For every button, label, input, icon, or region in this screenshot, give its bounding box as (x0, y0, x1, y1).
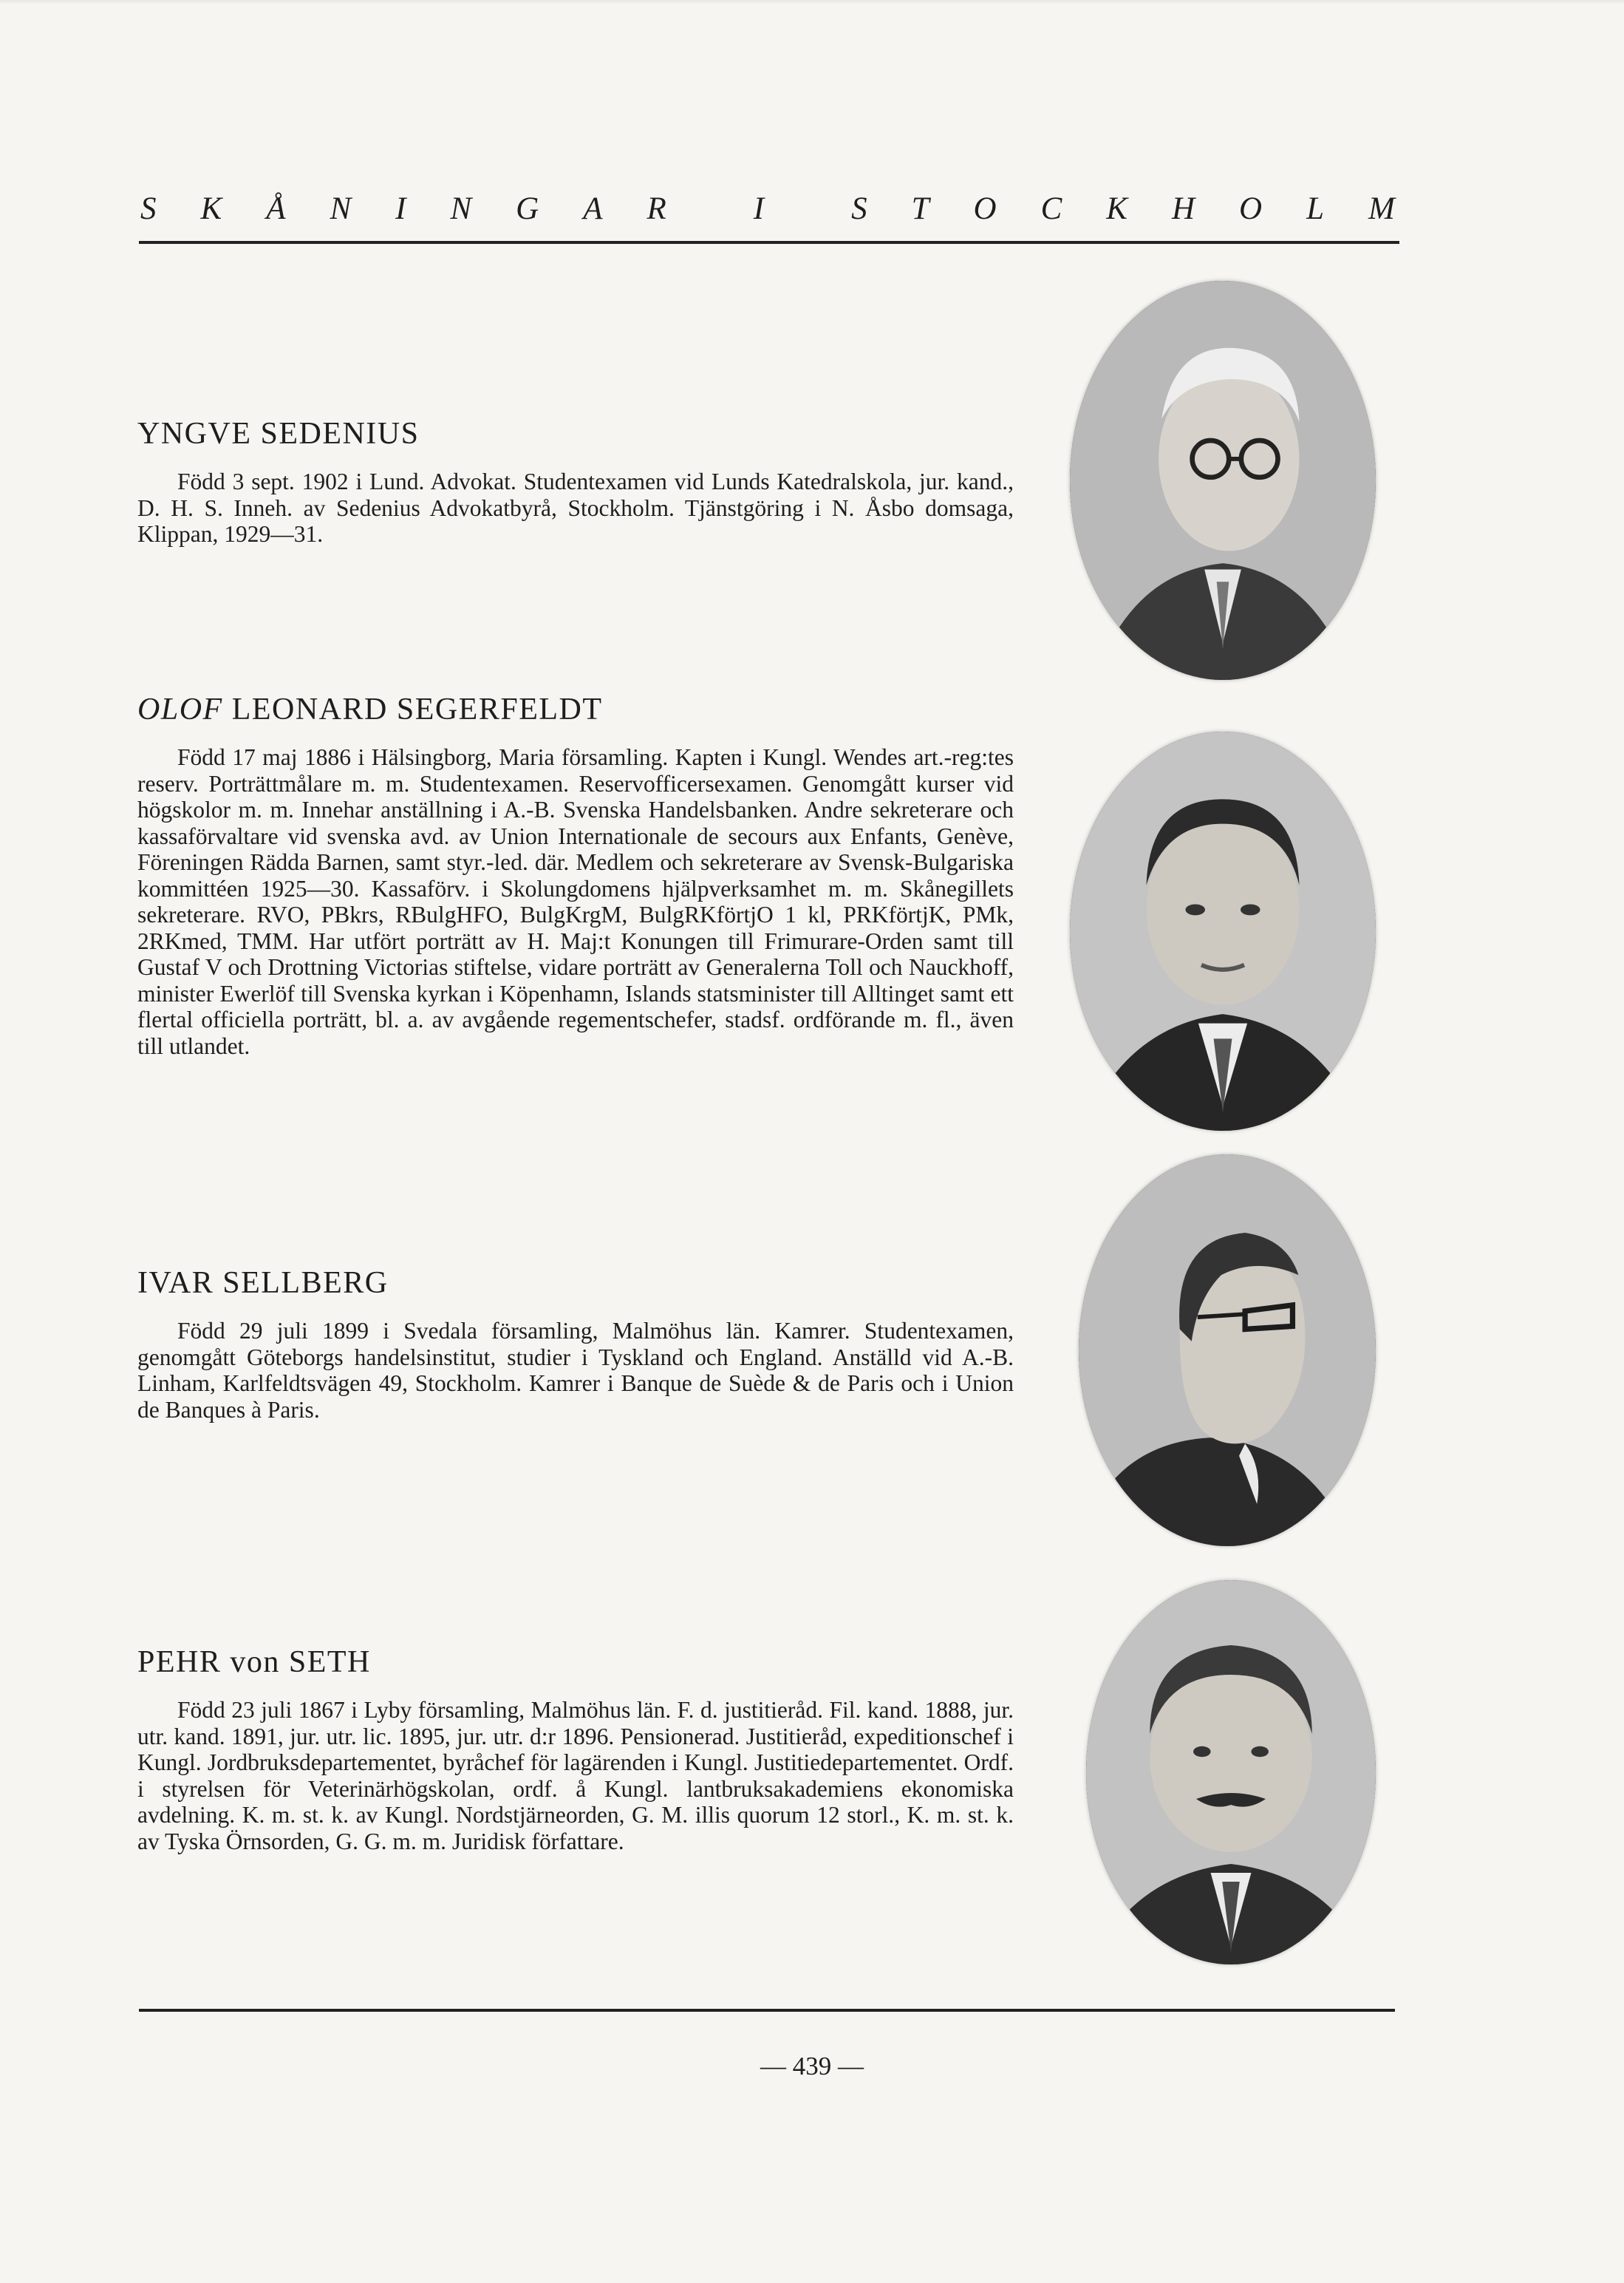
scan-edge (0, 0, 1624, 4)
entry-biography: Född 23 juli 1867 i Lyby församling, Malmöhus län. F. d. justitieråd. Fil. kand. 1888, jur. utr. kand. 1891, jur. utr. lic. 1895, jur. utr. d:r 1896. Pensionerad. Justitieråd, expeditionschef i Kungl. Jordbruksdepartementet, byråchef för lagärenden i Kungl. Justitiedepartementet. Ordf. i styrelsen för Veterinärhögskolan, ordf. å Kungl. lantbruksakademiens ekonomiska avdelning. K. m. st. k. av Kungl. Nordstjärneorden, G. M. illis quorum 12 storl., K. m. st. k. av Tyska Örnsorden, G. G. m. m. Juridisk författare. (137, 1697, 1014, 1854)
entry-olof-segerfeldt (137, 694, 1014, 1059)
portrait-von-seth-icon (1086, 1580, 1376, 1964)
entry-biography: Född 3 sept. 1902 i Lund. Advokat. Studentexamen vid Lunds Katedralskola, jur. kand., D. H. S. Inneh. av Sedenius Advokatbyrå, Stockholm. Tjänstgöring i N. Åsbo domsaga, Klippan, 1929—31. (137, 469, 1014, 547)
running-head-letter: T (911, 191, 931, 226)
entry-pehr-von-seth (137, 1647, 1014, 1854)
footer-rule (139, 2009, 1395, 2012)
entry-name-first: OLOF (137, 693, 223, 727)
running-head-letter: I (395, 191, 408, 226)
running-head-letter: H (1171, 191, 1197, 226)
running-head-letter: O (973, 191, 998, 226)
portrait-photo-icon (1079, 1154, 1376, 1546)
entry-name: PEHR von SETH (137, 1645, 371, 1679)
portrait-sellberg-icon (1079, 1154, 1376, 1546)
running-head-letter: I (753, 191, 766, 226)
running-head-letter: N (450, 191, 474, 226)
portrait-photo-icon (1070, 732, 1376, 1131)
entry-biography: Född 29 juli 1899 i Svedala församling, Malmöhus län. Kamrer. Studentexamen, genomgått Göteborgs handelsinstitut, studier i Tyskland och England. Anställd vid A.-B. Linham, Karlfeldtsvägen 49, Stockholm. Kamrer i Banque de Suède & de Paris och i Union de Banques à Paris. (137, 1318, 1014, 1423)
running-head-letter: K (1106, 191, 1129, 226)
running-head-letter: S (851, 191, 869, 226)
running-head-letter: A (583, 191, 604, 226)
portrait-photo-icon (1086, 1580, 1376, 1964)
running-head-letter: Å (266, 191, 287, 226)
entry-name: YNGVE SEDENIUS (137, 417, 420, 451)
entry-yngve-sedenius (137, 418, 1014, 548)
entry-name-rest: LEONARD SEGERFELDT (222, 693, 603, 727)
running-head-letter: R (646, 191, 668, 226)
portrait-segerfeldt-icon (1070, 732, 1376, 1131)
running-head-letter: K (200, 191, 224, 226)
entry-ivar-sellberg (137, 1268, 1014, 1423)
entry-name (137, 694, 1014, 725)
running-head-letter: G (516, 191, 541, 226)
page-number: — 439 — (760, 2052, 864, 2080)
running-head-letter: C (1040, 191, 1064, 226)
entry-biography: Född 17 maj 1886 i Hälsingborg, Maria församling. Kapten i Kungl. Wendes art.-reg:tes reserv. Porträttmålare m. m. Studentexamen. Reservofficersexamen. Genomgått kurser vid högskolor m. m. Innehar anställning i A.-B. Svenska Handelsbanken. Andre sekreterare och kassaförvaltare vid svenska avd. av Union Internationale de secours aux Enfants, Genève, Föreningen Rädda Barnen, samt styr.-led. där. Medlem och sekreterare av Svensk-Bulgariska kommittéen 1925—30. Kassaförv. i Skolungdomens hjälpverksamhet m. m. Skånegillets sekreterare. RVO, PBkrs, RBulgHFO, BulgKrgM, BulgRKförtjO 1 kl, PRKförtjK, PMk, 2RKmed, TMM. Har utfört porträtt av H. Maj:t Konungen till Frimurare-Orden samt till Gustaf V och Drottning Victorias stiftelse, vidare porträtt av Generalerna Toll och Nauckhoff, minister Ewerlöf till Svenska kyrkan i Köpenhamn, Islands statsminister till Alltinget samt ett flertal officiella porträtt, bl. a. av avgående regementschefer, stadsf. ordförande m. fl., även till utlandet. (137, 744, 1014, 1059)
portrait-photo-icon (1070, 281, 1376, 680)
running-head (140, 191, 1396, 227)
running-head-letter: M (1368, 191, 1396, 226)
entry-name: IVAR SELLBERG (137, 1266, 389, 1300)
running-head-letter: L (1306, 191, 1326, 226)
running-head-letter: O (1239, 191, 1264, 226)
portrait-sedenius-icon (1070, 281, 1376, 680)
header-rule (139, 241, 1399, 244)
running-head-letter: S (140, 191, 158, 226)
running-head-letter: N (330, 191, 353, 226)
